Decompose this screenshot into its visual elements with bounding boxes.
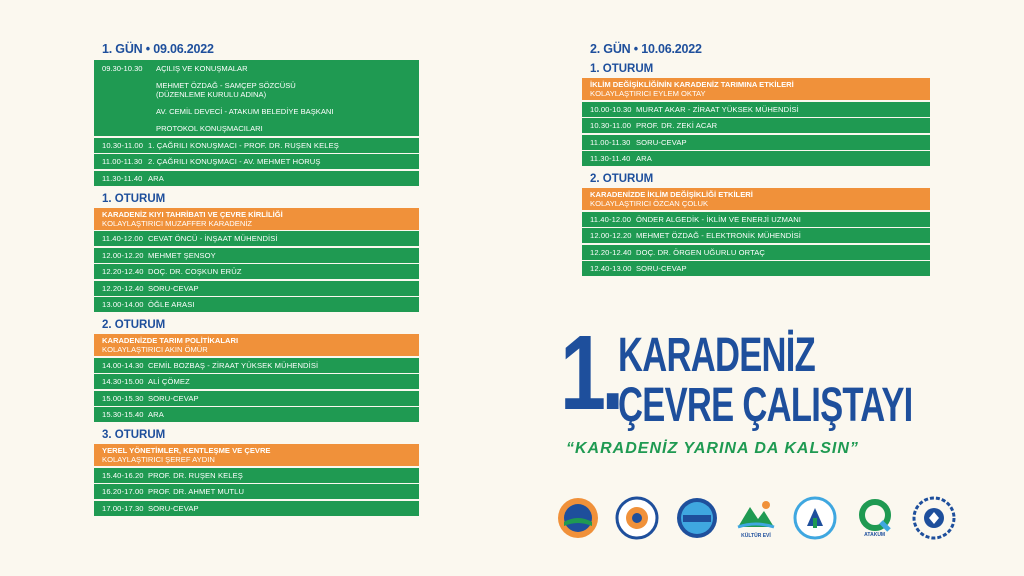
session-topic: İKLİM DEĞİŞİKLİĞİNİN KARADENİZ TARIMINA ETKİLERİ KOLAYLAŞTIRICI EYLEM OKTAY	[582, 78, 930, 100]
opening-line: PROTOKOL KONUŞMACILARI	[156, 124, 263, 133]
schedule-row: 12.00-12.20 MEHMET ŞENSOY	[94, 248, 419, 263]
samcep-logo	[675, 493, 719, 543]
session-title: 2. OTURUM	[102, 319, 166, 331]
opening-line: AÇILIŞ VE KONUŞMALAR	[156, 64, 248, 73]
atakum-kent-konseyi-logo: ATAKUM	[853, 493, 897, 543]
session-title: 2. OTURUM	[590, 173, 654, 185]
session-topic: KARADENİZDE TARIM POLİTİKALARI KOLAYLAŞTIRICI AKIN ÖMÜR	[94, 334, 419, 356]
opening-time: 09.30-10.30	[102, 64, 143, 73]
schedule-row: 15.30-15.40 ARA	[94, 407, 419, 422]
day2-title: 2. GÜN • 10.06.2022	[590, 42, 702, 56]
opening-line: MEHMET ÖZDAĞ - SAMÇEP SÖZCÜSÜ	[156, 81, 296, 90]
schedule-row: 12.20-12.40 DOÇ. DR. ÖRGEN UĞURLU ORTAÇ	[582, 245, 930, 260]
session-title: 1. OTURUM	[102, 192, 166, 205]
opening-line: AV. CEMİL DEVECİ - ATAKUM BELEDİYE BAŞKANI	[156, 107, 334, 116]
event-headline	[560, 314, 980, 440]
schedule-row: 10.00-10.30 MURAT AKAR - ZİRAAT YÜKSEK MÜHENDİSİ	[582, 102, 930, 117]
schedule-row: 12.20-12.40 SORU-CEVAP	[94, 281, 419, 296]
tarih-dernegi-logo	[912, 493, 956, 543]
muhendis-odasi-logo	[615, 493, 659, 543]
session-title: 1. OTURUM	[590, 63, 654, 75]
session-topic: KARADENİZ KIYI TAHRİBATI VE ÇEVRE KİRLİLİĞİ KOLAYLAŞTIRICI MUZAFFER KARADENİZ	[94, 208, 419, 230]
schedule-row: 11.00-11.30 SORU-CEVAP	[582, 135, 930, 150]
session-title: 3. OTURUM	[102, 429, 166, 441]
schedule-row: 11.30-11.40 ARA	[582, 151, 930, 166]
schedule-row: 13.00-14.00 ÖĞLE ARASI	[94, 297, 419, 312]
headline-line1: KARADENİZ	[618, 329, 816, 382]
atakum-belediyesi-logo	[556, 493, 600, 543]
day1-title: 1. GÜN • 09.06.2022	[102, 42, 214, 56]
ziraat-odasi-logo	[793, 493, 837, 543]
opening-block	[94, 60, 419, 136]
schedule-row: 11.30-11.40 ARA	[94, 171, 419, 186]
session-topic: KARADENİZDE İKLİM DEĞİŞİKLİĞİ ETKİLERİ KOLAYLAŞTIRICI ÖZCAN ÇOLUK	[582, 188, 930, 210]
schedule-row: 17.00-17.30 SORU-CEVAP	[94, 501, 419, 516]
schedule-row: 14.00-14.30 CEMİL BOZBAŞ - ZİRAAT YÜKSEK MÜHENDİSİ	[94, 358, 419, 373]
session-topic: YEREL YÖNETİMLER, KENTLEŞME VE ÇEVRE KOLAYLAŞTIRICI ŞEREF AYDIN	[94, 444, 419, 466]
schedule-row: 11.40-12.00 ÖNDER ALGEDİK - İKLİM VE ENERJİ UZMANI	[582, 212, 930, 227]
schedule-row: 12.20-12.40 DOÇ. DR. COŞKUN ERÜZ	[94, 264, 419, 279]
schedule-row: 10.30-11.00 PROF. DR. ZEKİ ACAR	[582, 118, 930, 133]
schedule-row: 15.00-15.30 SORU-CEVAP	[94, 391, 419, 406]
schedule-row: 16.20-17.00 PROF. DR. AHMET MUTLU	[94, 484, 419, 499]
schedule-row: 12.00-12.20 MEHMET ÖZDAĞ - ELEKTRONİK MÜHENDİSİ	[582, 228, 930, 243]
schedule-row: 10.30-11.00 1. ÇAĞRILI KONUŞMACI - PROF. DR. RUŞEN KELEŞ	[94, 138, 419, 153]
slogan: “KARADENİZ YARINA DA KALSIN”	[566, 440, 859, 457]
schedule-row: 14.30-15.00 ALİ ÇÖMEZ	[94, 374, 419, 389]
schedule-row: 11.40-12.00 CEVAT ÖNCÜ - İNŞAAT MÜHENDİSİ	[94, 231, 419, 246]
schedule-row: 11.00-11.30 2. ÇAĞRILI KONUŞMACI - AV. MEHMET HORUŞ	[94, 154, 419, 169]
schedule-row: 15.40-16.20 PROF. DR. RUŞEN KELEŞ	[94, 468, 419, 483]
sponsor-logos	[556, 488, 956, 548]
headline-line2: ÇEVRE ÇALIŞTAYI	[618, 379, 913, 432]
headline-number: 1.	[560, 314, 620, 432]
day2-schedule	[582, 38, 930, 278]
kuzey-kultur-evi-logo: KÜLTÜR EVİ	[734, 493, 778, 543]
opening-line: (DÜZENLEME KURULU ADINA)	[156, 90, 267, 99]
schedule-row: 12.40-13.00 SORU-CEVAP	[582, 261, 930, 276]
day1-schedule	[94, 38, 419, 517]
